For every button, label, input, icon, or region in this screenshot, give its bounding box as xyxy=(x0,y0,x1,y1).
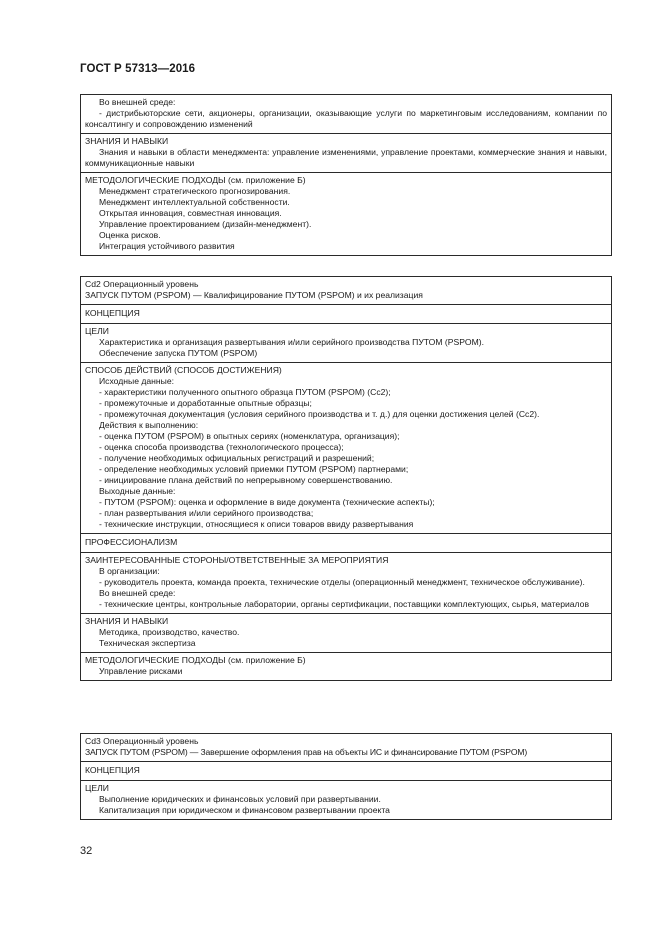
professionalism-title: ПРОФЕССИОНАЛИЗМ xyxy=(85,537,178,547)
output-item: - технические инструкции, относящиеся к описи товаров ввиду развертывания xyxy=(99,519,414,529)
org-heading: В организации: xyxy=(99,566,160,576)
goals-item: Обеспечение запуска ПУТОМ (PSPOM) xyxy=(99,348,258,358)
methods-item: Управление рисками xyxy=(99,666,183,676)
stakeholders-title: ЗАИНТЕРЕСОВАННЫЕ СТОРОНЫ/ОТВЕТСТВЕННЫЕ ЗА МЕРОПРИЯТИЯ xyxy=(85,555,389,565)
goals-item: Характеристика и организация развертывания и/или серийного производства ПУТОМ (PSPOM). xyxy=(99,337,485,347)
methods-title: МЕТОДОЛОГИЧЕСКИЕ ПОДХОДЫ (см. приложение Б) xyxy=(85,655,306,665)
methods-item: Открытая инновация, совместная инновация. xyxy=(99,208,282,218)
methods-row xyxy=(81,172,611,255)
input-item: - промежуточная документация (условия серийного производства и т. д.) для оценки достижения целей (Cc2). xyxy=(99,409,540,419)
level-title: Cd2 Операционный уровень xyxy=(85,279,199,289)
action-item: - оценка способа производства (технологического процесса); xyxy=(99,442,344,452)
knowledge-item: Техническая экспертиза xyxy=(99,638,196,648)
output-item: - ПУТОМ (PSPOM): оценка и оформление в виде документа (технические аспекты); xyxy=(99,497,435,507)
table-continuation xyxy=(80,94,612,256)
knowledge-title: ЗНАНИЯ И НАВЫКИ xyxy=(85,136,169,146)
table-cd2 xyxy=(80,276,612,681)
page-number: 32 xyxy=(80,845,93,857)
launch-title: ЗАПУСК ПУТОМ (PSPOM) — Завершение оформления прав на объекты ИС и финансирование ПУТОМ (PSPOM) xyxy=(85,747,528,757)
methods-item: Оценка рисков. xyxy=(99,230,161,240)
concept-title: КОНЦЕПЦИЯ xyxy=(85,765,140,775)
stakeholders-row xyxy=(81,552,611,613)
knowledge-item: Методика, производство, качество. xyxy=(99,627,240,637)
professionalism-row xyxy=(81,533,611,552)
external-heading: Во внешней среде: xyxy=(99,97,176,107)
action-item: - инициирование плана действий по непрерывному совершенствованию. xyxy=(99,475,393,485)
ext-heading: Во внешней среде: xyxy=(99,588,176,598)
input-heading: Исходные данные: xyxy=(99,376,174,386)
action-item: - оценка ПУТОМ (PSPOM) в опытных сериях (номенклатура, организация); xyxy=(99,431,400,441)
goals-row xyxy=(81,323,611,362)
goals-title: ЦЕЛИ xyxy=(85,326,109,336)
action-item: - определение необходимых условий приемки ПУТОМ (PSPOM) партнерами; xyxy=(99,464,409,474)
methods-item: Менеджмент стратегического прогнозирования. xyxy=(99,186,291,196)
goals-row xyxy=(81,780,611,819)
concept-title: КОНЦЕПЦИЯ xyxy=(85,308,140,318)
ext-item: - технические центры, контрольные лаборатории, органы сертификации, поставщики комплектующих, сырья, материалов xyxy=(99,599,590,609)
method-row xyxy=(81,362,611,533)
external-item: - дистрибьюторские сети, акционеры, организации, оказывающие услуги по маркетинговым исследованиям, компании по консалтингу и сопровождению изменений xyxy=(85,108,607,129)
output-item: - план развертывания и/или серийного производства; xyxy=(99,508,314,518)
knowledge-text: Знания и навыки в области менеджмента: управление изменениями, управление проектами, коммерческие знания и навыки, коммуникационные навыки xyxy=(85,147,607,168)
knowledge-title: ЗНАНИЯ И НАВЫКИ xyxy=(85,616,169,626)
level-row xyxy=(81,734,611,761)
launch-title: ЗАПУСК ПУТОМ (PSPOM) — Квалифицирование ПУТОМ (PSPOM) и их реализация xyxy=(85,290,423,300)
goals-title: ЦЕЛИ xyxy=(85,783,109,793)
concept-row xyxy=(81,761,611,780)
methods-row xyxy=(81,652,611,680)
action-item: - получение необходимых официальных регистраций и разрешений; xyxy=(99,453,375,463)
document-header: ГОСТ Р 57313—2016 xyxy=(80,63,196,75)
methods-title: МЕТОДОЛОГИЧЕСКИЕ ПОДХОДЫ (см. приложение Б) xyxy=(85,175,306,185)
concept-row xyxy=(81,304,611,323)
knowledge-row xyxy=(81,133,611,172)
knowledge-row xyxy=(81,613,611,652)
input-item: - характеристики полученного опытного образца ПУТОМ (PSPOM) (Cc2); xyxy=(99,387,391,397)
goals-item: Капитализация при юридическом и финансовом развертывании проекта xyxy=(99,805,390,815)
level-row xyxy=(81,277,611,304)
actions-heading: Действия к выполнению: xyxy=(99,420,199,430)
table-cd3 xyxy=(80,733,612,820)
methods-item: Менеджмент интеллектуальной собственности. xyxy=(99,197,290,207)
goals-item: Выполнение юридических и финансовых условий при развертывании. xyxy=(99,794,381,804)
org-item: - руководитель проекта, команда проекта, технические отделы (операционный менеджмент, техническое обслуживание). xyxy=(99,577,585,587)
external-environment-row xyxy=(81,95,611,133)
method-title: СПОСОБ ДЕЙСТВИЙ (СПОСОБ ДОСТИЖЕНИЯ) xyxy=(85,365,282,375)
methods-item: Управление проектированием (дизайн-менеджмент). xyxy=(99,219,312,229)
output-heading: Выходные данные: xyxy=(99,486,176,496)
level-title: Cd3 Операционный уровень xyxy=(85,736,199,746)
input-item: - промежуточные и доработанные опытные образцы; xyxy=(99,398,312,408)
methods-item: Интеграция устойчивого развития xyxy=(99,241,235,251)
